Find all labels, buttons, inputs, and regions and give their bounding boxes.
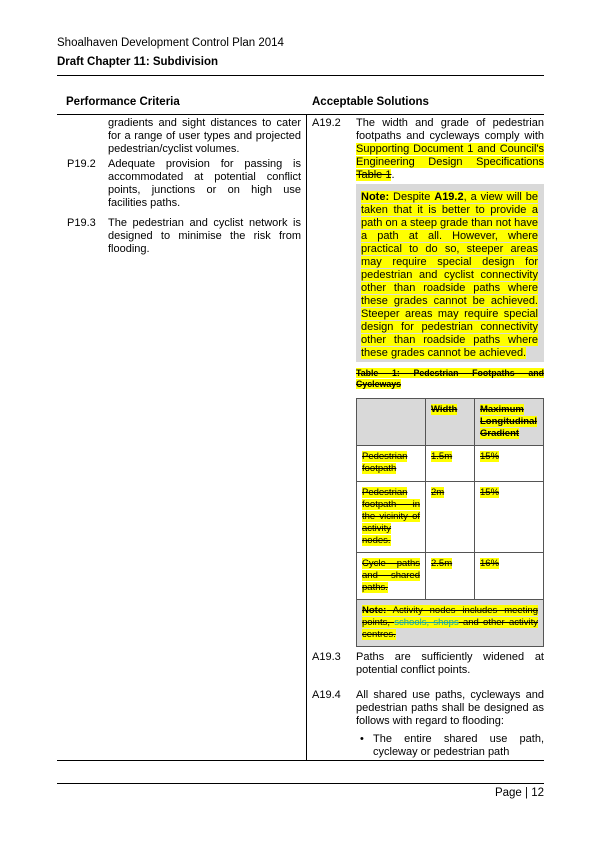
solution-a19-4-text: All shared use paths, cycleways and pedestrian paths shall be designed as follows with regard to flooding:	[356, 689, 544, 727]
criteria-p19-1-continued: gradients and sight distances to cater for a range of user types and projected pedestrian/cyclist volumes.	[108, 117, 301, 155]
criteria-p19-2-text: Adequate provision for passing is accommodated at potential conflict points, junctions or on high use facilities paths.	[108, 158, 301, 209]
header-rule	[57, 75, 544, 76]
table-cell-gradient	[475, 446, 544, 482]
solution-a19-3-text: Paths are sufficiently widened at potential conflict points.	[356, 651, 544, 676]
table-1-header-empty	[357, 399, 426, 446]
table-1-caption-text: Table 1: Pedestrian Footpaths and Cycleways	[356, 368, 544, 389]
criteria-p19-2-number: P19.2	[67, 158, 96, 170]
cell-text: 16%	[480, 558, 500, 569]
cell-text: 2.5m	[431, 558, 453, 569]
table-cell-type	[357, 482, 426, 553]
table-1-header-gradient	[475, 399, 544, 446]
table-header-rule	[57, 114, 544, 115]
a19-2-plain-text: The width and grade of pedestrian footpaths and cycleways comply with	[356, 117, 544, 142]
table-cell-width	[426, 446, 475, 482]
steep-grade-note-text	[361, 191, 538, 360]
note-pre: Despite	[389, 191, 435, 203]
cell-text: Pedestrian footpath	[362, 451, 408, 474]
document-title: Shoalhaven Development Control Plan 2014	[57, 37, 284, 49]
cell-text: Pedestrian footpath in the vicinity of activity nodes.	[362, 487, 420, 546]
note-label: Note:	[361, 191, 390, 203]
table-row	[357, 446, 544, 482]
a19-2-highlighted-text: Supporting Document 1 and Council's Engineering Design Specifications	[356, 143, 544, 168]
table-1-header-width	[426, 399, 475, 446]
cell-text: 15%	[480, 487, 500, 498]
cell-text: Cycle paths and shared paths.	[362, 558, 420, 593]
solution-a19-4-number: A19.4	[312, 689, 341, 701]
table-bottom-rule	[57, 760, 544, 761]
solution-a19-2-number: A19.2	[312, 117, 341, 129]
cell-text: 15%	[480, 451, 500, 462]
table-cell-gradient	[475, 482, 544, 553]
table-note-part-b: and other activity centres.	[362, 617, 538, 640]
note-body: , a view will be taken that it is better to provide a path on a steep grade than not have a path at all. However, where practical to do so, steeper areas may require special design for pedestrian and cyclist connectivity other than roadside paths where these grades cannot be achieved. Steeper areas may require special design for pedestrian connectivity other than roadside paths where these grades cannot be achieved.	[361, 191, 538, 359]
table-1	[356, 398, 544, 647]
solution-a19-3-number: A19.3	[312, 651, 341, 663]
criteria-p19-3-number: P19.3	[67, 217, 96, 229]
header-width-text: Width	[431, 404, 458, 415]
table-cell-gradient	[475, 553, 544, 600]
solution-a19-4-bullet: • The entire shared use path, cycleway or pedestrian path	[373, 733, 544, 759]
table-row	[357, 553, 544, 600]
solution-a19-2-text	[356, 117, 544, 182]
table-cell-width	[426, 482, 475, 553]
note-reference: A19.2	[434, 191, 464, 203]
table-row	[357, 482, 544, 553]
cell-text: 1.5m	[431, 451, 453, 462]
a19-2-struck-reference: Table 1	[356, 169, 392, 181]
a19-2-end: .	[391, 169, 395, 181]
column-divider	[306, 114, 307, 760]
cell-text: 2m	[431, 487, 445, 498]
table-1-header-row	[357, 399, 544, 446]
table-note-part-a: Activity nodes includes meeting points,	[362, 605, 538, 628]
acceptable-solutions-heading: Acceptable Solutions	[312, 96, 429, 108]
page-number: Page | 12	[494, 787, 544, 799]
steep-grade-note-box	[356, 184, 544, 362]
footer-rule	[57, 783, 544, 784]
table-cell-type	[357, 446, 426, 482]
table-note-teal: schools, shops	[394, 617, 459, 628]
table-1-note-row	[357, 600, 544, 647]
performance-criteria-heading: Performance Criteria	[66, 96, 180, 108]
chapter-title: Draft Chapter 11: Subdivision	[57, 56, 219, 68]
header-gradient-text: Maximum Longitudinal Gradient	[480, 404, 537, 439]
table-cell-width	[426, 553, 475, 600]
criteria-p19-3-text: The pedestrian and cyclist network is designed to minimise the risk from flooding.	[108, 217, 301, 255]
table-1-caption	[356, 368, 544, 390]
table-cell-type	[357, 553, 426, 600]
table-note-label: Note:	[362, 605, 387, 616]
table-1-note-cell	[357, 600, 544, 647]
